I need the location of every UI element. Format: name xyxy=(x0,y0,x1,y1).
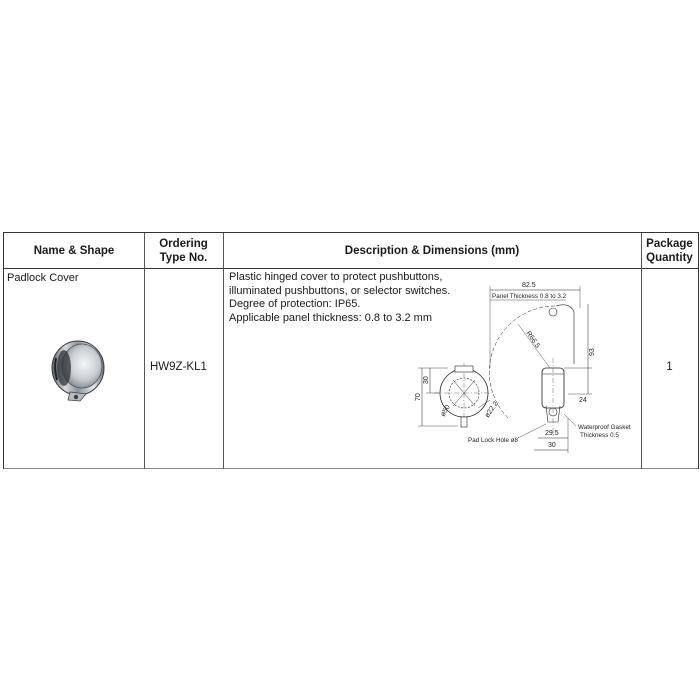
pad-lock-hole-label: Pad Lock Hole ø8 xyxy=(468,437,519,444)
dia-50: ø50 xyxy=(439,404,452,418)
gasket-label-line1: Waterproof Gasket xyxy=(578,424,631,431)
side-view xyxy=(468,282,631,453)
panel-thickness-label: Panel Thickness 0.8 to 3.2 xyxy=(492,293,567,300)
header-divider xyxy=(4,268,698,269)
header-ordering-line2: Type No. xyxy=(159,251,208,264)
description-line-1: Plastic hinged cover to protect pushbuttons, xyxy=(229,271,443,283)
header-package-line1: Package xyxy=(646,237,693,250)
description-line-4: Applicable panel thickness: 0.8 to 3.2 mm xyxy=(229,311,433,324)
column-divider-1 xyxy=(144,233,145,469)
product-name: Padlock Cover xyxy=(7,272,79,284)
dim-29-5: 29.5 xyxy=(545,430,559,437)
dim-24: 24 xyxy=(579,397,587,404)
package-quantity: 1 xyxy=(666,361,673,373)
description-line-3: Degree of protection: IP65. xyxy=(229,298,361,310)
header-name-shape xyxy=(4,233,144,268)
column-divider-2 xyxy=(223,233,224,469)
dim-70: 70 xyxy=(415,393,422,401)
gasket-label-line2: Thickness 0.5 xyxy=(580,432,619,439)
dia-22-2: ø22.2 xyxy=(483,400,500,420)
header-description xyxy=(223,233,641,268)
dim-93: 93 xyxy=(589,348,596,356)
ordering-type-no: HW9Z-KL1 xyxy=(150,361,207,373)
header-package xyxy=(641,233,698,268)
padlock-cover-image xyxy=(42,328,112,403)
dim-82-5: 82.5 xyxy=(522,282,536,289)
header-name-shape-label: Name & Shape xyxy=(33,244,115,257)
header-ordering xyxy=(144,233,223,268)
header-description-label: Description & Dimensions (mm) xyxy=(344,244,520,257)
dimension-drawing xyxy=(408,278,644,458)
description-line-2: illuminated pushbuttons, or selector switches. xyxy=(229,284,451,297)
header-ordering-line1: Ordering xyxy=(159,237,208,250)
table-bottom-rule xyxy=(4,468,698,469)
header-package-line2: Quantity xyxy=(646,251,693,264)
dim-30-bottom: 30 xyxy=(548,442,556,449)
dim-30-left: 30 xyxy=(423,376,430,384)
front-view xyxy=(415,363,500,427)
radius-label: R66.5 xyxy=(524,330,541,350)
